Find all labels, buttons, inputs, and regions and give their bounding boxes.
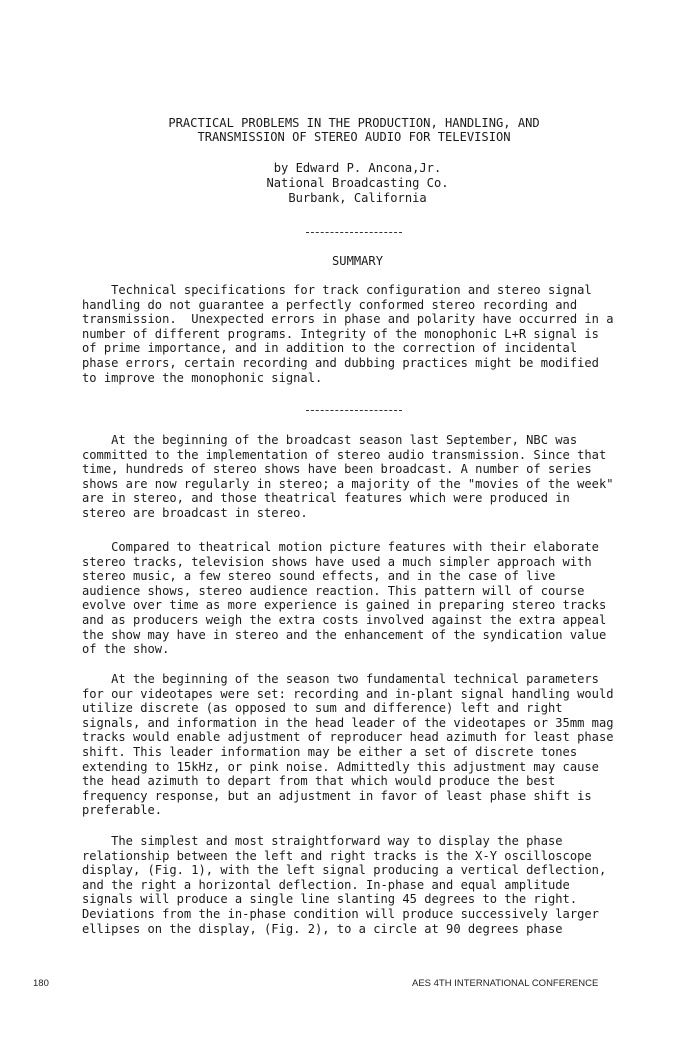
summary-line: number of different programs. Integrity of the monophonic L+R signal is <box>82 326 599 341</box>
body-paragraph-4 <box>82 834 627 936</box>
body-line: and the right a horizontal deflection. In-phase and equal amplitude <box>82 877 570 892</box>
body-line: stereo music, a few stereo sound effects, and in the case of live <box>82 569 556 584</box>
body-line: Compared to theatrical motion picture features with their elaborate <box>82 540 599 554</box>
body-line: At the beginning of the broadcast season last September, NBC was <box>82 433 578 447</box>
body-line: signals will produce a single line slanting 45 degrees to the right. <box>82 892 578 907</box>
paper-title <box>0 116 689 144</box>
body-line: The simplest and most straightforward way to display the phase <box>82 834 563 848</box>
body-line: and as producers weigh the extra costs involved against the extra appeal <box>82 612 607 627</box>
body-line: signals, and information in the head leader of the videotapes or 35mm mag <box>82 715 614 730</box>
title-line-2: TRANSMISSION OF STEREO AUDIO FOR TELEVISION <box>197 130 511 144</box>
body-line: committed to the implementation of stereo audio transmission. Since that <box>82 447 607 462</box>
summary-line: to improve the monophonic signal. <box>82 370 323 385</box>
summary-line: handling do not guarantee a perfectly conformed stereo recording and <box>82 297 578 312</box>
body-line: frequency response, but an adjustment in favor of least phase shift is <box>82 788 592 803</box>
summary-line: transmission. Unexpected errors in phase and polarity have occurred in a <box>82 312 614 327</box>
body-line: stereo are broadcast in stereo. <box>82 505 308 520</box>
conference-footer: AES 4TH INTERNATIONAL CONFERENCE <box>412 978 599 989</box>
author-name: by Edward P. Ancona,Jr. <box>273 161 442 175</box>
author-location: Burbank, California <box>288 191 427 205</box>
body-line: of the show. <box>82 642 170 657</box>
body-line: display, (Fig. 1), with the left signal producing a vertical deflection, <box>82 863 607 878</box>
separator-rule-2 <box>306 410 402 411</box>
summary-heading: SUMMARY <box>332 254 383 268</box>
summary-line: phase errors, certain recording and dubbing practices might be modified <box>82 355 599 370</box>
body-line: ellipses on the display, (Fig. 2), to a circle at 90 degrees phase <box>82 921 563 936</box>
body-line: evolve over time as more experience is gained in preparing stereo tracks <box>82 598 607 613</box>
body-line: are in stereo, and those theatrical features which were produced in <box>82 491 570 506</box>
body-paragraph-2 <box>82 540 627 657</box>
body-line: time, hundreds of stereo shows have been broadcast. A number of series <box>82 462 592 477</box>
author-block <box>13 161 689 206</box>
body-line: preferable. <box>82 803 163 818</box>
body-line: for our videotapes were set: recording and in-plant signal handling would <box>82 686 614 701</box>
body-line: the head azimuth to depart from that which would produce the best <box>82 774 556 789</box>
body-line: shows are now regularly in stereo; a majority of the "movies of the week" <box>82 476 614 491</box>
body-line: utilize discrete (as opposed to sum and difference) left and right <box>82 701 563 716</box>
summary-line: of prime importance, and in addition to the correction of incidental <box>82 341 578 356</box>
page-number: 180 <box>33 978 49 989</box>
body-line: audience shows, stereo audience reaction. This pattern will of course <box>82 583 585 598</box>
body-line: extending to 15kHz, or pink noise. Admittedly this adjustment may cause <box>82 759 599 774</box>
body-line: stereo tracks, television shows have used a much simpler approach with <box>82 554 592 569</box>
author-organization: National Broadcasting Co. <box>266 176 449 190</box>
body-line: the show may have in stereo and the enhancement of the syndication value <box>82 627 607 642</box>
body-line: shift. This leader information may be either a set of discrete tones <box>82 744 578 759</box>
body-line: relationship between the left and right tracks is the X-Y oscilloscope <box>82 848 592 863</box>
summary-paragraph <box>82 283 627 385</box>
title-line-1: PRACTICAL PROBLEMS IN THE PRODUCTION, HANDLING, AND <box>168 116 540 130</box>
summary-line: Technical specifications for track configuration and stereo signal <box>82 283 592 297</box>
body-paragraph-3 <box>82 672 627 818</box>
body-paragraph-1 <box>82 433 627 521</box>
separator-rule-1 <box>306 232 402 233</box>
body-line: At the beginning of the season two fundamental technical parameters <box>82 672 599 686</box>
body-line: tracks would enable adjustment of reproducer head azimuth for least phase <box>82 730 614 745</box>
body-line: Deviations from the in-phase condition will produce successively larger <box>82 906 599 921</box>
